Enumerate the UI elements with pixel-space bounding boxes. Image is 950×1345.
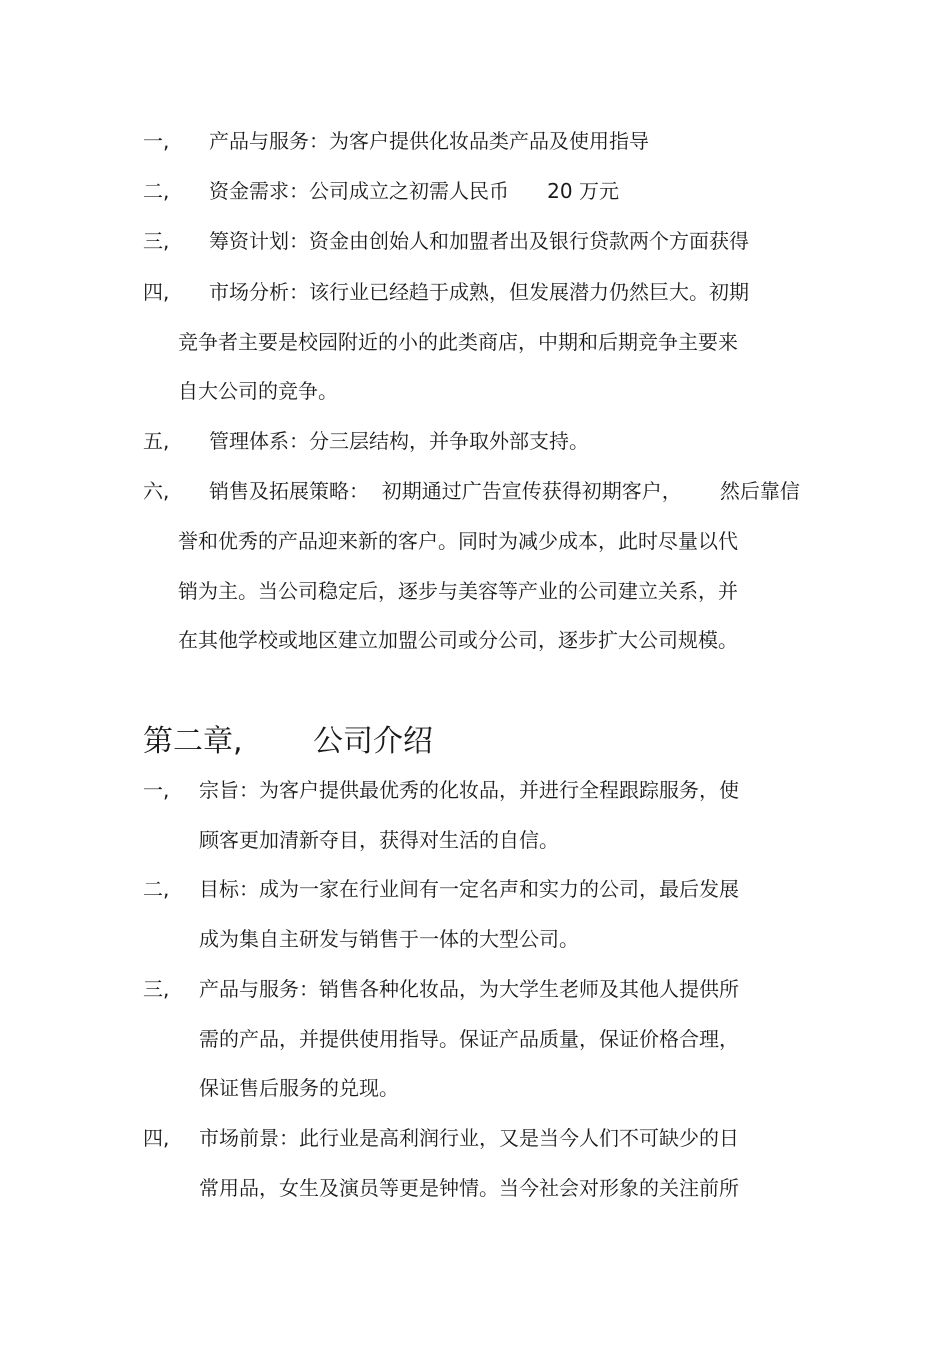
- item-number: 二,: [143, 179, 170, 203]
- item-number: 二,: [143, 877, 170, 901]
- item-text-continued: 在其他学校或地区建立加盟公司或分公司，逐步扩大公司规模。: [178, 628, 738, 652]
- item-text: 目标：成为一家在行业间有一定名声和实力的公司，最后发展: [199, 877, 739, 901]
- item-text: 市场前景：此行业是高利润行业，又是当今人们不可缺少的日: [199, 1126, 739, 1150]
- chapter-title: 公司介绍: [313, 724, 433, 759]
- item-text: 资金需求：公司成立之初需人民币 20 万元: [209, 179, 619, 203]
- item-number: 三,: [143, 229, 170, 253]
- item-text: 宗旨：为客户提供最优秀的化妆品，并进行全程跟踪服务，使: [199, 778, 739, 802]
- item-text-continued: 保证售后服务的兑现。: [199, 1076, 399, 1100]
- item-text-continued: 自大公司的竞争。: [178, 379, 338, 403]
- item-text: 管理体系：分三层结构，并争取外部支持。: [209, 429, 589, 453]
- item-number: 四,: [143, 280, 170, 304]
- item-text: 销售及拓展策略： 初期通过广告宣传获得初期客户， 然后靠信: [209, 479, 800, 503]
- item-number: 一,: [143, 778, 170, 802]
- item-number: 四,: [143, 1126, 170, 1150]
- item-number: 五,: [143, 429, 170, 453]
- item-text-continued: 誉和优秀的产品迎来新的客户。同时为减少成本，此时尽量以代: [178, 529, 738, 553]
- chapter-number: 第二章,: [143, 724, 243, 759]
- item-number: 一,: [143, 129, 170, 153]
- item-text-continued: 成为集自主研发与销售于一体的大型公司。: [199, 927, 579, 951]
- item-text: 产品与服务：为客户提供化妆品类产品及使用指导: [209, 129, 649, 153]
- item-number: 三,: [143, 977, 170, 1001]
- item-text-continued: 销为主。当公司稳定后，逐步与美容等产业的公司建立关系，并: [178, 579, 738, 603]
- item-text-continued: 顾客更加清新夺目，获得对生活的自信。: [199, 828, 559, 852]
- item-number: 六,: [143, 479, 170, 503]
- item-text-continued: 常用品，女生及演员等更是钟情。当今社会对形象的关注前所: [199, 1176, 739, 1200]
- chapter-heading: [143, 724, 433, 760]
- item-text-continued: 需的产品，并提供使用指导。保证产品质量，保证价格合理，: [199, 1027, 739, 1051]
- item-text: 产品与服务：销售各种化妆品，为大学生老师及其他人提供所: [199, 977, 739, 1001]
- item-text: 市场分析：该行业已经趋于成熟，但发展潜力仍然巨大。初期: [209, 280, 749, 304]
- item-text: 筹资计划：资金由创始人和加盟者出及银行贷款两个方面获得: [209, 229, 749, 253]
- item-text-continued: 竞争者主要是校园附近的小的此类商店，中期和后期竞争主要来: [178, 330, 738, 354]
